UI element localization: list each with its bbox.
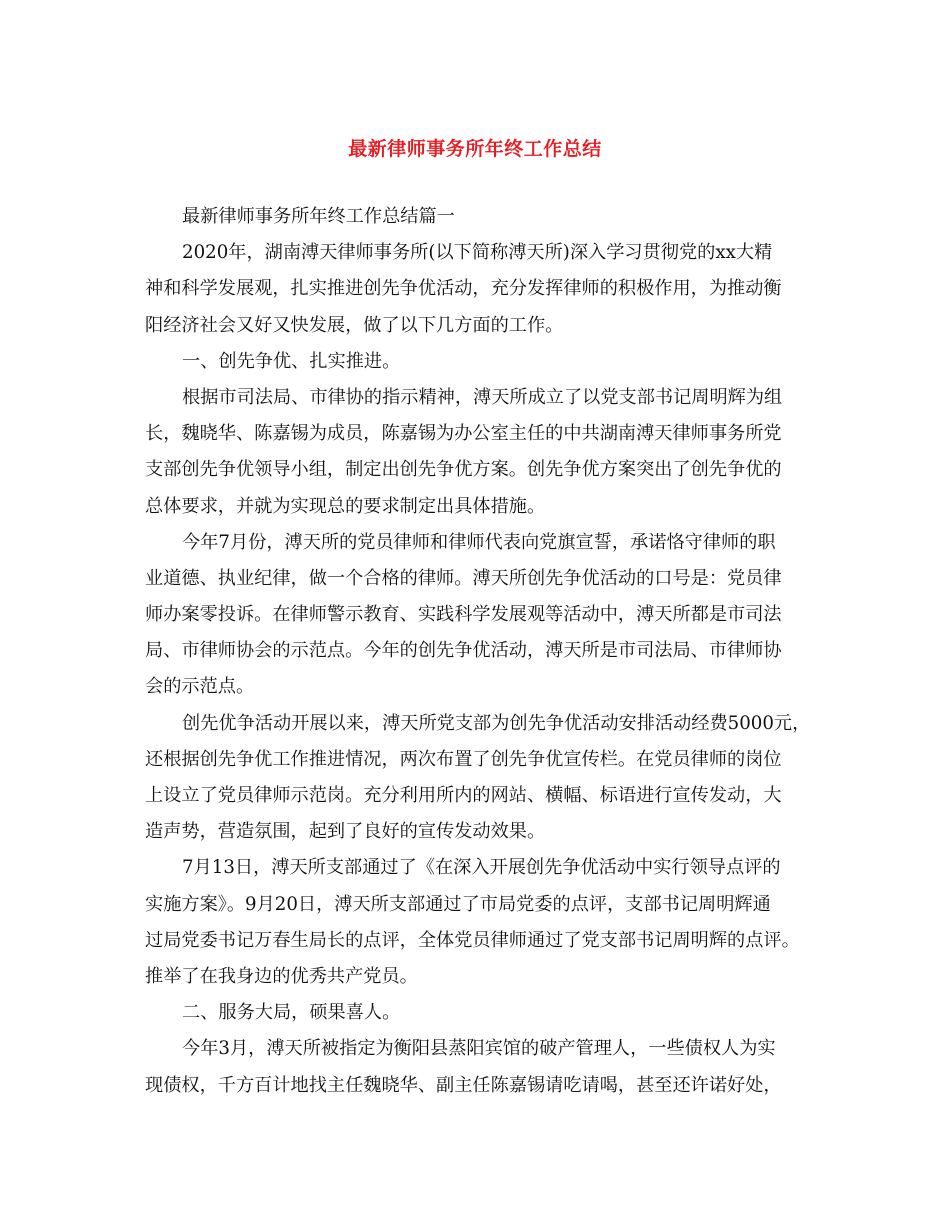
- text-line: 7月13日，溥天所支部通过了《在深入开展创先争优活动中实行领导点评的: [182, 857, 781, 879]
- text-line: 上设立了党员律师示范岗。充分利用所内的网站、横幅、标语进行宣传发动，大: [145, 785, 782, 806]
- text-line: 实施方案》。9月20日，溥天所支部通过了市局党委的点评，支部书记周明辉通: [145, 893, 771, 915]
- text-line: 会的示范点。: [145, 676, 255, 698]
- text-line: 阳经济社会又好又快发展，做了以下几方面的工作。: [145, 314, 564, 336]
- text-line: 2020年，湖南溥天律师事务所(以下简称溥天所)深入学习贯彻党的xx大精: [182, 242, 773, 264]
- text-line: 创先优争活动开展以来，溥天所党支部为创先争优活动安排活动经费5000元，: [182, 712, 811, 734]
- text-line: 神和科学发展观，扎实推进创先争优活动，充分发挥律师的积极作用，为推动衡: [145, 278, 782, 300]
- text-line: 推举了在我身边的优秀共产党员。: [145, 965, 418, 987]
- text-line: 根据市司法局、市律协的指示精神，溥天所成立了以党支部书记周明辉为组: [182, 386, 783, 408]
- text-line: 师办案零投诉。在律师警示教育、实践科学发展观等活动中，溥天所都是市司法: [145, 604, 782, 626]
- document-body: [145, 199, 813, 1104]
- text-line: 过局党委书记万春生局长的点评，全体党员律师通过了党支部书记周明辉的点评。: [145, 929, 800, 951]
- text-line: 现债权，千方百计地找主任魏晓华、副主任陈嘉锡请吃请喝，甚至还许诺好处，: [145, 1074, 782, 1096]
- text-line: 最新律师事务所年终工作总结篇一: [182, 206, 455, 227]
- document-title: 最新律师事务所年终工作总结: [348, 138, 602, 160]
- text-line: 局、市律师协会的示范点。今年的创先争优活动，溥天所是市司法局、市律师协: [145, 640, 782, 662]
- text-line: 今年7月份，溥天所的党员律师和律师代表向党旗宣誓，承诺恪守律师的职: [182, 531, 776, 553]
- text-line: 总体要求，并就为实现总的要求制定出具体措施。: [145, 495, 546, 517]
- text-line: 还根据创先争优工作推进情况，两次布置了创先争优宣传栏。在党员律师的岗位: [145, 748, 782, 770]
- text-line: 一、创先争优、扎实推进。: [182, 350, 401, 372]
- text-line: 长，魏晓华、陈嘉锡为成员，陈嘉锡为办公室主任的中共湖南溥天律师事务所党: [145, 423, 782, 445]
- text-line: 业道德、执业纪律，做一个合格的律师。溥天所创先争优活动的口号是：党员律: [145, 567, 782, 589]
- text-line: 造声势，营造氛围，起到了良好的宣传发动效果。: [145, 821, 546, 843]
- text-line: 二、服务大局，硕果喜人。: [182, 1002, 401, 1024]
- text-line: 支部创先争优领导小组，制定出创先争优方案。创先争优方案突出了创先争优的: [145, 459, 782, 481]
- text-line: 今年3月，溥天所被指定为衡阳县蒸阳宾馆的破产管理人，一些债权人为实: [182, 1038, 776, 1060]
